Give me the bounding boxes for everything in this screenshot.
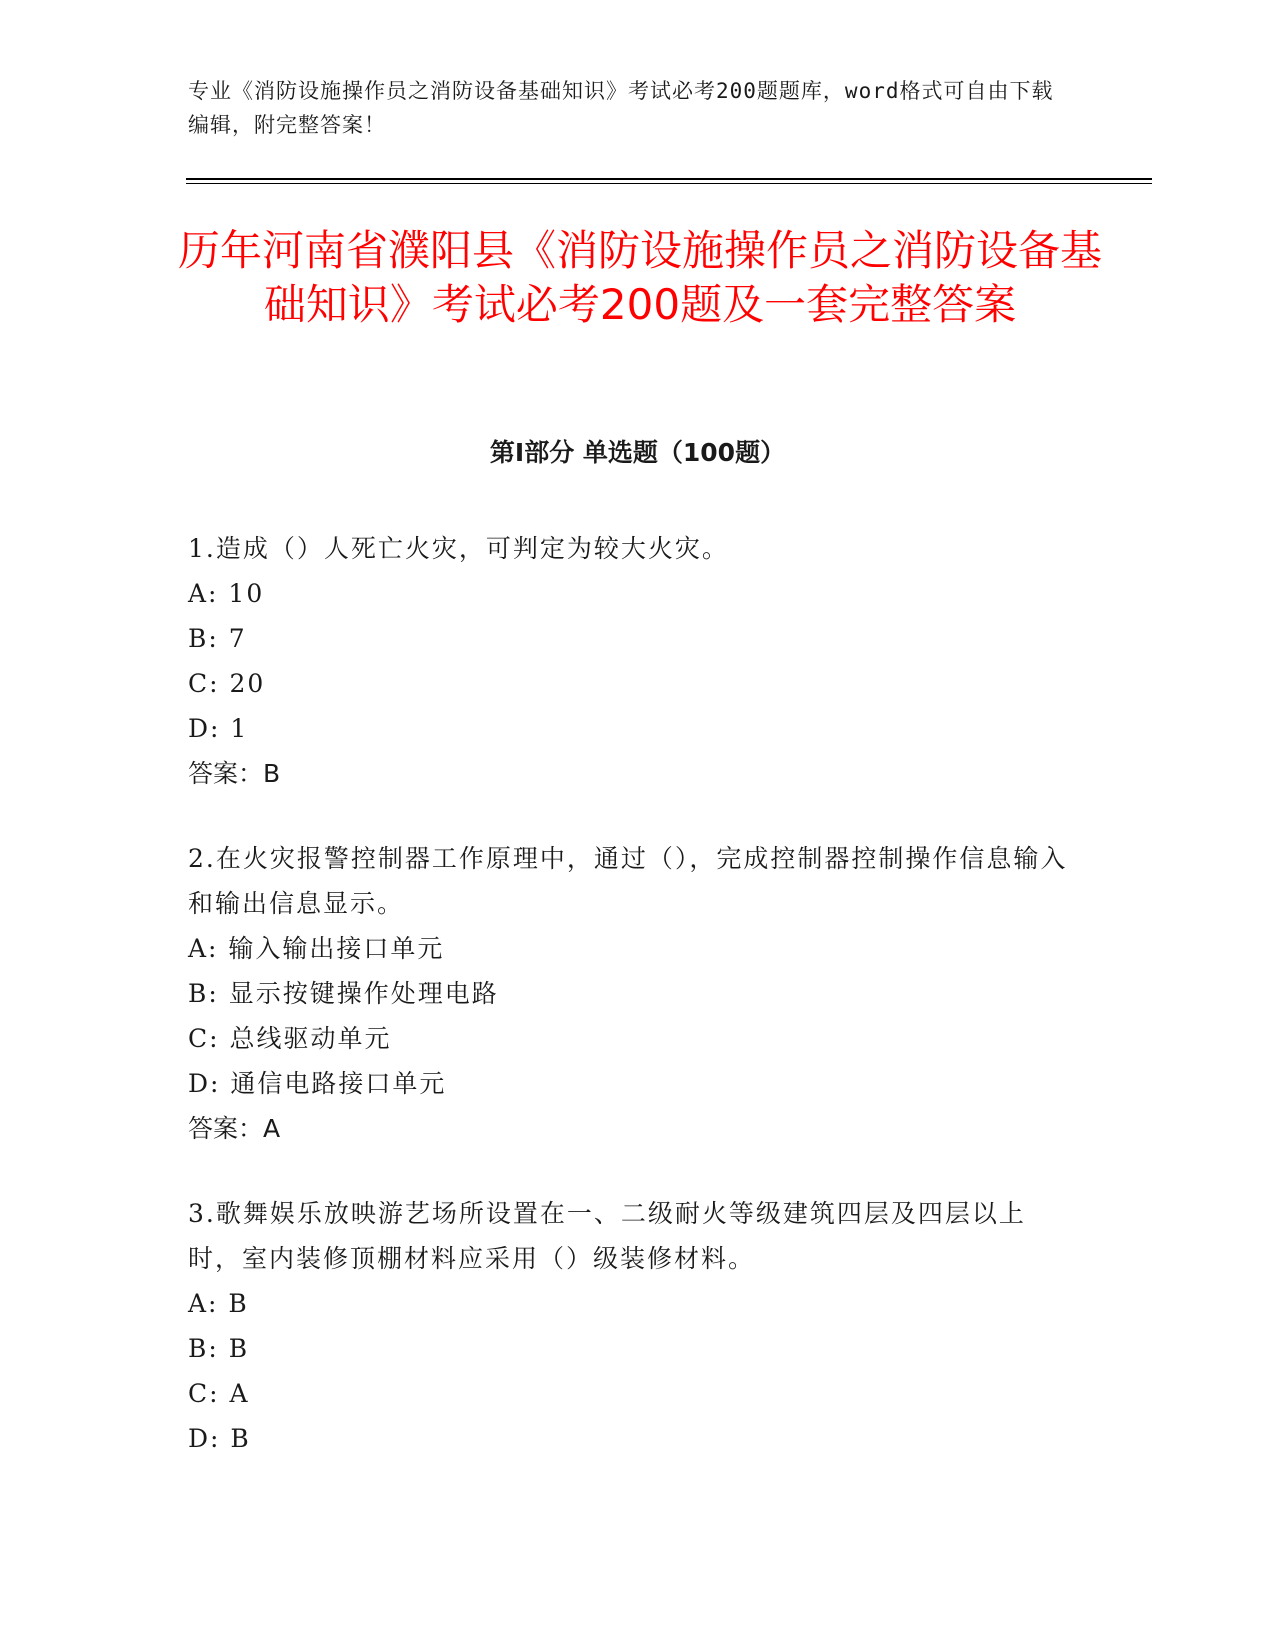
option-a: A: B bbox=[188, 1289, 249, 1318]
header-divider-thin bbox=[186, 183, 1152, 184]
answer-line: 答案：B bbox=[188, 759, 281, 788]
section-heading: 第I部分 单选题（100题） bbox=[489, 438, 786, 467]
question-text: 1.造成（）人死亡火灾，可判定为较大火灾。 bbox=[188, 534, 729, 563]
answer-line: 答案：A bbox=[188, 1114, 281, 1143]
option-c: C: 总线驱动单元 bbox=[188, 1024, 392, 1053]
question-item bbox=[188, 836, 1068, 1151]
option-d: D: 通信电路接口单元 bbox=[188, 1069, 447, 1098]
header-divider-thick bbox=[186, 178, 1152, 180]
option-c: C: A bbox=[188, 1379, 250, 1408]
option-b: B: 7 bbox=[188, 624, 247, 653]
option-b: B: 显示按键操作处理电路 bbox=[188, 979, 499, 1008]
option-d: D: 1 bbox=[188, 714, 249, 743]
question-text: 2.在火灾报警控制器工作原理中，通过（），完成控制器控制操作信息输入和输出信息显示。 bbox=[188, 844, 1068, 918]
question-item bbox=[188, 1191, 1068, 1461]
option-b: B: B bbox=[188, 1334, 250, 1363]
document-title: 历年河南省濮阳县《消防设施操作员之消防设备基础知识》考试必考200题及一套完整答案 bbox=[177, 226, 1102, 329]
option-a: A: 10 bbox=[188, 579, 265, 608]
header-note: 专业《消防设施操作员之消防设备基础知识》考试必考200题题库，word格式可自由下载编辑，附完整答案！ bbox=[188, 79, 1054, 137]
question-list bbox=[188, 526, 1068, 1501]
question-item bbox=[188, 526, 1068, 796]
option-a: A: 输入输出接口单元 bbox=[188, 934, 445, 963]
option-c: C: 20 bbox=[188, 669, 266, 698]
question-text: 3.歌舞娱乐放映游艺场所设置在一、二级耐火等级建筑四层及四层以上时，室内装修顶棚材料应采用（）级装修材料。 bbox=[188, 1199, 1026, 1273]
option-d: D: B bbox=[188, 1424, 251, 1453]
